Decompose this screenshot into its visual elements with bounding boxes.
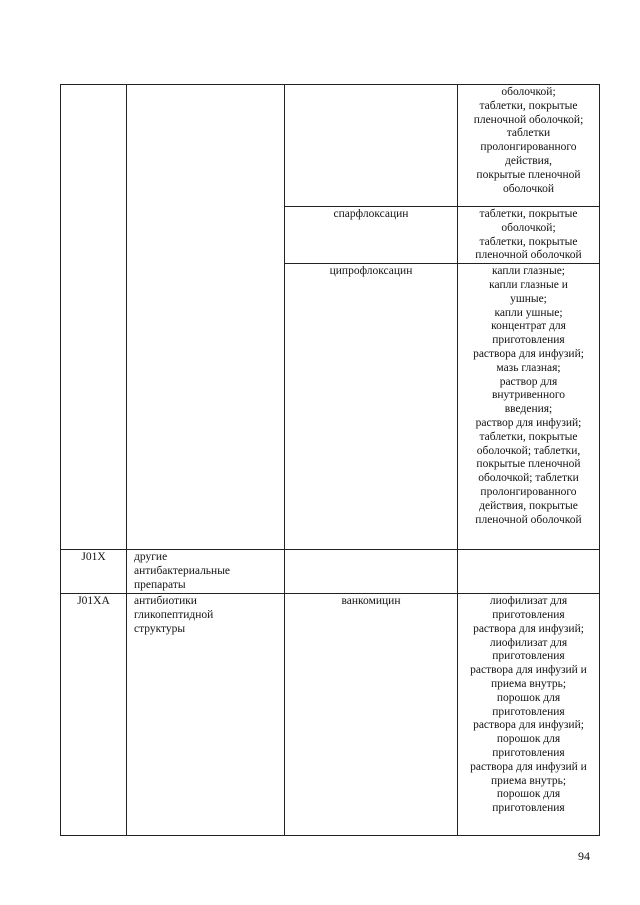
- dosage-form-line: оболочкой;: [501, 86, 556, 98]
- drug-name-cell: [285, 264, 458, 550]
- group-name-line: антибиотики: [134, 595, 197, 608]
- atc-code: J01XA: [77, 595, 110, 608]
- dosage-forms-cell: [458, 594, 600, 836]
- dosage-form-line: мазь глазная;: [496, 361, 561, 374]
- dosage-form-line: приготовления: [492, 650, 565, 663]
- group-name-line: другие: [134, 551, 168, 564]
- dosage-form-line: раствор для: [499, 375, 558, 388]
- dosage-form-line: капли ушные;: [494, 306, 563, 319]
- drug-name: [285, 85, 457, 86]
- dosage-forms-cell: [458, 207, 600, 264]
- dosage-form-line: пленочной оболочкой;: [473, 113, 584, 126]
- dosage-form-line: пленочной оболочкой: [475, 249, 582, 262]
- dosage-form-line: раствора для инфузий и: [470, 760, 587, 773]
- dosage-form-line: капли глазные и: [489, 278, 568, 291]
- drug-name: спарфлоксацин: [333, 208, 409, 220]
- atc-code-cell: [61, 85, 127, 550]
- dosage-form-line: пролонгированного: [480, 485, 577, 498]
- dosage-form-line: оболочкой; таблетки: [478, 472, 579, 485]
- dosage-form-line: капли глазные;: [492, 265, 565, 278]
- group-name-line: препараты: [134, 578, 186, 591]
- drug-name: ванкомицин: [341, 595, 401, 608]
- dosage-form-line: раствора для инфузий;: [473, 622, 584, 635]
- dosage-form-line: раствора для инфузий и: [470, 664, 587, 677]
- dosage-form-line: оболочкой: [502, 182, 555, 195]
- dosage-forms-cell: [458, 264, 600, 550]
- drug-table: [60, 84, 600, 836]
- dosage-forms-cell: [458, 85, 600, 207]
- dosage-form-line: раствора для инфузий;: [473, 719, 584, 732]
- dosage-form-line: действия,: [505, 154, 552, 167]
- dosage-form-line: концентрат для: [491, 320, 566, 333]
- dosage-form-line: приготовления: [492, 705, 565, 718]
- group-name-cell: [127, 594, 285, 836]
- dosage-form-line: пленочной оболочкой: [475, 513, 582, 526]
- group-name-cell: [127, 550, 285, 594]
- drug-name-cell: [285, 550, 458, 594]
- dosage-form-line: приготовления: [492, 334, 565, 347]
- table-row: [61, 85, 600, 207]
- dosage-form-line: приготовления: [492, 608, 565, 621]
- dosage-form-line: приема внутрь;: [490, 677, 567, 690]
- dosage-form-line: таблетки: [506, 127, 551, 140]
- group-name-line: структуры: [134, 622, 186, 635]
- dosage-form-line: покрытые пленочной: [476, 168, 581, 181]
- dosage-form-line: раствора для инфузий;: [473, 347, 584, 360]
- dosage-form-line: действия, покрытые: [479, 499, 578, 512]
- table-row: [61, 594, 600, 836]
- dosage-form-line: приготовления: [492, 802, 565, 815]
- table-row: [61, 550, 600, 594]
- drug-name-cell: [285, 207, 458, 264]
- group-name-cell: [127, 85, 285, 550]
- dosage-form-line: таблетки, покрытые: [479, 208, 578, 220]
- drug-name-cell: [285, 594, 458, 836]
- dosage-form-line: порошок для: [496, 788, 561, 801]
- atc-code: [61, 85, 126, 86]
- dosage-form-line: приготовления: [492, 746, 565, 759]
- atc-code-cell: [61, 550, 127, 594]
- drug-name: [285, 550, 457, 551]
- page-number: 94: [578, 849, 590, 863]
- dosage-form-line: введения;: [504, 403, 553, 416]
- dosage-form-line: раствор для инфузий;: [475, 416, 582, 429]
- dosage-form-line: внутривенного: [491, 389, 566, 402]
- dosage-form-line: порошок для: [496, 733, 561, 746]
- dosage-forms-cell: [458, 550, 600, 594]
- group-name-line: антибактериальные: [134, 564, 231, 577]
- dosage-form-line: пролонгированного: [480, 141, 577, 154]
- drug-name: ципрофлоксацин: [329, 265, 413, 278]
- group-name-line: гликопептидной: [134, 608, 214, 621]
- dosage-form-line: лиофилизат для: [489, 636, 568, 649]
- drug-name-cell: [285, 85, 458, 207]
- dosage-form-line: таблетки, покрытые: [479, 430, 578, 443]
- dosage-form-line: лиофилизат для: [489, 595, 568, 608]
- dosage-form-line: оболочкой;: [501, 221, 556, 234]
- dosage-form-line: ушные;: [510, 292, 547, 305]
- dosage-form-line: таблетки, покрытые: [479, 235, 578, 248]
- dosage-form-line: таблетки, покрытые: [479, 99, 578, 112]
- dosage-form-line: оболочкой; таблетки,: [476, 444, 581, 457]
- dosage-form-line: порошок для: [496, 691, 561, 704]
- dosage-form-line: покрытые пленочной: [476, 458, 581, 471]
- atc-code: J01X: [81, 551, 106, 564]
- dosage-form-line: приема внутрь;: [490, 774, 567, 787]
- atc-code-cell: [61, 594, 127, 836]
